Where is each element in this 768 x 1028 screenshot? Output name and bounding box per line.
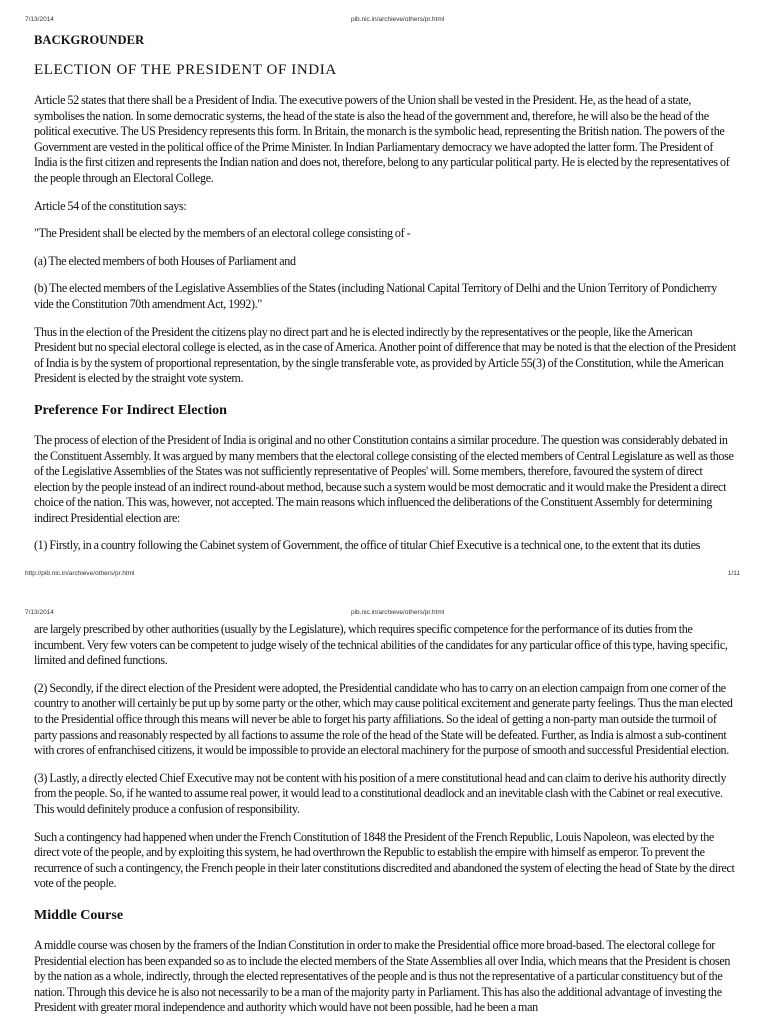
paragraph: are largely prescribed by other authorities (usually by the Legislature), which requires specific competence for the performance of its duties from the incumbent. Very few voters can be competent to judge wisely of the technical abilities of the candidates for any particular office of this type, having specific, limited and defined functions. [34,622,728,668]
page-title: ELECTION OF THE PRESIDENT OF INDIA [34,62,337,78]
header-date: 7/13/2014 [25,16,54,23]
page-footer [0,568,768,580]
page-header [0,14,768,26]
paragraph: Article 52 states that there shall be a President of India. The executive powers of the Union shall be vested in the President. He, as the head of a state, symbolises the nation. In some democratic systems, the head of the state is also the head of the government and, therefore, he will also be the head of the political executive. The US Presidency represents this form. In Britain, the monarch is the symbolic head, representing the British nation. The powers of the Government are vested in the political office of the Prime Minister. In Indian Parliamentary democracy we have adopted the latter form. The President of India is the first citizen and represents the Indian nation and does not, therefore, belong to any particular political party. He is elected by the representatives of the people through an Electoral College. [34,93,730,185]
paragraph: Thus in the election of the President the citizens play no direct part and he is elected indirectly by the representatives or the people, like the American President but no special electoral college is elected, as in the case of America. Another point of difference that may be noted is that the election of the President of India is by the system of proportional representation, by the single transferable vote, as provided by Article 55(3) of the Constitution, while the American President is elected by the straight vote system. [34,324,736,386]
page-break [0,583,768,603]
backgrounder-label: BACKGROUNDER [34,33,145,47]
paragraph: (3) Lastly, a directly elected Chief Executive may not be content with his position of a mere constitutional head and can claim to derive his authority directly from the people. So, if he wanted to assume real power, it would lead to a constitutional deadlock and an inevitable clash with the Cabinet or real executive. This would definitely produce a confusion of responsibility. [34,770,727,816]
paragraph: Such a contingency had happened when under the French Constitution of 1848 the President of the French Republic, Louis Napoleon, was elected by the direct vote of the people, and by exploiting this system, he had overthrown the Republic to establish the empire with himself as emperor. To prevent the recurrence of such a contingency, the French people in their later constitutions discredited and abandoned the system of electing the head of State by the direct vote of the people. [34,829,735,891]
footer-page-number: 1/11 [727,570,740,577]
paragraph: Article 54 of the constitution says: [34,198,187,213]
paragraph: (1) Firstly, in a country following the Cabinet system of Government, the office of titular Chief Executive is a technical one, to the extent that its duties [34,538,701,553]
page-1-content [34,33,736,566]
paragraph: (2) Secondly, if the direct election of the President were adopted, the Presidential candidate who has to carry on an election campaign from one corner of the country to another will certainly be put up by some party or the other, which may cause political excitement and generate party feelings. Thus the man elected to the Presidential office through this means will never be able to forget his party affiliations. So the ideal of getting a non-party man outside the turmoil of party passions and reasonably respected by all factions to assume the role of the head of the State will be defeated. Further, as India is almost a sub-continent with crores of enfranchised citizens, it would be impossible to provide an electoral machinery for the purpose of smooth and successful Presidential election. [34,680,733,758]
paragraph: "The President shall be elected by the members of an electoral college consisting of - [34,226,411,241]
header-url[interactable]: pib.nic.in/archieve/others/pr.html [351,16,445,23]
paragraph: (b) The elected members of the Legislative Assemblies of the States (including National Capital Territory of Delhi and the Union Territory of Pondicherry vide the Constitution 70th amendment Act, 1992)." [34,281,717,311]
paragraph: A middle course was chosen by the framers of the Indian Constitution in order to make the Presidential office more broad-based. The electoral college for Presidential election has been expanded so as to include the elected members of the State Assemblies all over India, which means that the President is chosen by the nation as a whole, indirectly, through the elected representatives of the people and is thus not the representative of a particular constituency but of the nation. Through this device he is also not necessarily to be a man of the majority party in Parliament. This has also the additional advantage of investing the President with greater moral independence and authority which would have not been possible, had he been a man [34,937,731,1015]
paragraph: (a) The elected members of both Houses of Parliament and [34,253,296,268]
page-2-content [34,622,736,1028]
paragraph: The process of election of the President of India is original and no other Constitution contains a similar procedure. The question was considerably debated in the Constituent Assembly. It was argued by many members that the electoral college consisting of the elected members of Central Legislature as well as those of the Legislative Assemblies of the States was not sufficiently representative of Peoples' will. Some members, therefore, favoured the system of direct election by the people instead of an indirect round-about method, because such a system would be most democratic and it would make the President a direct choice of the nation. This was, however, not accepted. The main reasons which influenced the deliberations of the Constituent Assembly for determining indirect Presidential election are: [34,432,734,525]
header-url[interactable]: pib.nic.in/archieve/others/pr.html [351,609,445,616]
footer-url[interactable]: http://pib.nic.in/archieve/others/pr.html [25,570,135,577]
section-heading: Middle Course [34,907,124,923]
section-heading: Preference For Indirect Election [34,402,227,418]
page-header [0,607,768,619]
header-date: 7/13/2014 [25,609,54,616]
